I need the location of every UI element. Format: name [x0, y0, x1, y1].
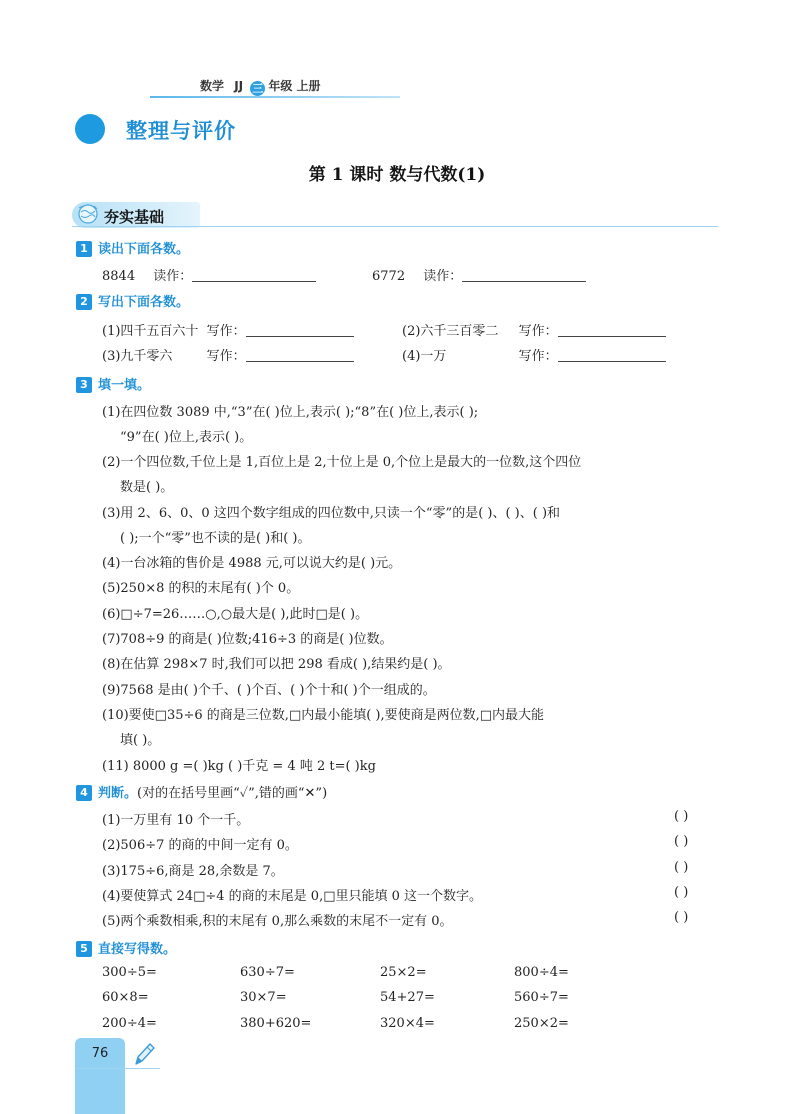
q1-item-b — [372, 265, 586, 284]
q2-item-3 — [102, 345, 354, 364]
q3-line-1: (1)在四位数 3089 中,“3”在( )位上,表示( );“8”在( )位上,表示( ); — [102, 405, 479, 420]
header-subject: 数学 — [200, 79, 225, 93]
q4-answer-1[interactable]: ( ) — [674, 809, 689, 824]
q5-cell: 380+620= — [240, 1016, 312, 1031]
q2-item-1-label: 写作： — [206, 324, 246, 339]
q3-line-13: (10)要使□35÷6 的商是三位数,□内最小能填( ),要使商是两位数,□内最大能 — [102, 708, 545, 723]
q5-title — [76, 938, 176, 957]
q2-item-1-blank[interactable] — [246, 324, 354, 337]
q3-line-7: (4)一台冰箱的售价是 4988 元,可以说大约是( )元。 — [102, 556, 402, 571]
q3-line-5: (3)用 2、6、0、0 这四个数字组成的四位数中,只读一个“零”的是( )、( )、( )和 — [102, 506, 561, 521]
header-grade: 年级 上册 — [268, 79, 321, 93]
page-number: 76 — [91, 1046, 109, 1061]
q2-item-4 — [402, 345, 666, 364]
q4-item-5: (5)两个乘数相乘,积的末尾有 0,那么乘数的末尾不一定有 0。 — [102, 914, 453, 929]
q4-item-2: (2)506÷7 的商的中间一定有 0。 — [102, 838, 298, 853]
q2-number: 2 — [76, 294, 92, 310]
q1-title-text: 读出下面各数。 — [98, 242, 190, 257]
q4-item-4: (4)要使算式 24□÷4 的商的末尾是 0,□里只能填 0 这一个数字。 — [102, 889, 483, 904]
q1-b-blank[interactable] — [462, 269, 586, 282]
pencil-icon — [130, 1040, 156, 1068]
q3-line-9: (6)□÷7=26……○,○最大是( ),此时□是( )。 — [102, 607, 369, 622]
section-title: 整理与评价 — [126, 119, 236, 143]
q5-cell: 300÷5= — [102, 965, 157, 980]
q2-item-3-label: 写作： — [206, 349, 246, 364]
q5-cell: 320×4= — [380, 1016, 435, 1031]
q5-cell: 60×8= — [102, 990, 149, 1005]
q1-b-label: 读作： — [423, 269, 463, 284]
q5-cell: 630÷7= — [240, 965, 295, 980]
q2-title-text: 写出下面各数。 — [98, 295, 190, 310]
q3-line-4: 数是( )。 — [120, 480, 174, 495]
q3-line-8: (5)250×8 的积的末尾有( )个 0。 — [102, 581, 300, 596]
q1-a-number: 8844 — [102, 269, 136, 284]
q2-title — [76, 291, 189, 310]
q4-item-1: (1)一万里有 10 个一千。 — [102, 813, 250, 828]
q4-title-text: 判断。 — [98, 786, 138, 801]
q3-title — [76, 374, 150, 393]
q1-title — [76, 238, 189, 257]
header-edition: JJ — [234, 79, 244, 93]
q3-line-11: (8)在估算 298×7 时,我们可以把 298 看成( ),结果约是( )。 — [102, 657, 451, 672]
q3-line-10: (7)708÷9 的商是( )位数;416÷3 的商是( )位数。 — [102, 632, 393, 647]
grade-badge: 三 — [252, 82, 264, 95]
q5-number: 5 — [76, 941, 92, 957]
globe-decoration-icon — [76, 203, 100, 225]
q5-cell: 30×7= — [240, 990, 287, 1005]
q4-title — [76, 782, 327, 801]
q5-cell: 250×2= — [514, 1016, 569, 1031]
q2-item-2 — [402, 320, 666, 339]
q2-item-4-blank[interactable] — [558, 349, 666, 362]
q3-line-15: (11) 8000 g =( )kg ( )千克 = 4 吨 2 t=( )kg — [102, 759, 376, 774]
q5-cell: 25×2= — [380, 965, 427, 980]
q5-cell: 800÷4= — [514, 965, 569, 980]
q3-number: 3 — [76, 377, 92, 393]
page-rule — [75, 1068, 160, 1069]
q2-item-1 — [102, 320, 354, 339]
banner-rule — [72, 226, 718, 227]
q2-item-4-label: 写作： — [518, 349, 558, 364]
q3-line-3: (2)一个四位数,千位上是 1,百位上是 2,十位上是 0,个位上是最大的一位数,这个四位 — [102, 455, 582, 470]
running-header — [200, 77, 321, 96]
q4-number: 4 — [76, 785, 92, 801]
q3-line-12: (9)7568 是由( )个千、( )个百、( )个十和( )个一组成的。 — [102, 683, 436, 698]
q4-answer-2[interactable]: ( ) — [674, 834, 689, 849]
q4-answer-5[interactable]: ( ) — [674, 910, 689, 925]
q5-cell: 560÷7= — [514, 990, 569, 1005]
q2-item-1-text: (1)四千五百六十 — [102, 324, 199, 339]
q4-item-3: (3)175÷6,商是 28,余数是 7。 — [102, 864, 284, 879]
q3-title-text: 填一填。 — [98, 378, 151, 393]
q5-cell: 54+27= — [380, 990, 435, 1005]
q2-item-2-blank[interactable] — [558, 324, 666, 337]
q5-cell: 200÷4= — [102, 1016, 157, 1031]
q1-b-number: 6772 — [372, 269, 406, 284]
q1-number: 1 — [76, 241, 92, 257]
q5-title-text: 直接写得数。 — [98, 942, 177, 957]
q3-line-14: 填( )。 — [120, 733, 161, 748]
q2-item-4-text: (4)一万 — [402, 349, 447, 364]
section-circle-icon — [75, 114, 105, 144]
q3-line-6: ( );一个“零”也不读的是( )和( )。 — [120, 531, 311, 546]
q4-note: (对的在括号里画“✓”,错的画“✕”) — [137, 786, 328, 801]
q4-answer-3[interactable]: ( ) — [674, 860, 689, 875]
q1-item-a — [102, 265, 316, 284]
q1-a-blank[interactable] — [192, 269, 316, 282]
q2-item-3-text: (3)九千零六 — [102, 349, 173, 364]
q4-answer-4[interactable]: ( ) — [674, 885, 689, 900]
header-rule — [150, 96, 400, 98]
q3-line-2: “9”在( )位上,表示( )。 — [120, 430, 253, 445]
q2-item-2-label: 写作： — [518, 324, 558, 339]
q1-a-label: 读作： — [153, 269, 193, 284]
banner-title: 夯实基础 — [104, 208, 165, 226]
q2-item-2-text: (2)六千三百零二 — [402, 324, 499, 339]
lesson-title: 第 1 课时 数与代数(1) — [308, 165, 486, 185]
q2-item-3-blank[interactable] — [246, 349, 354, 362]
